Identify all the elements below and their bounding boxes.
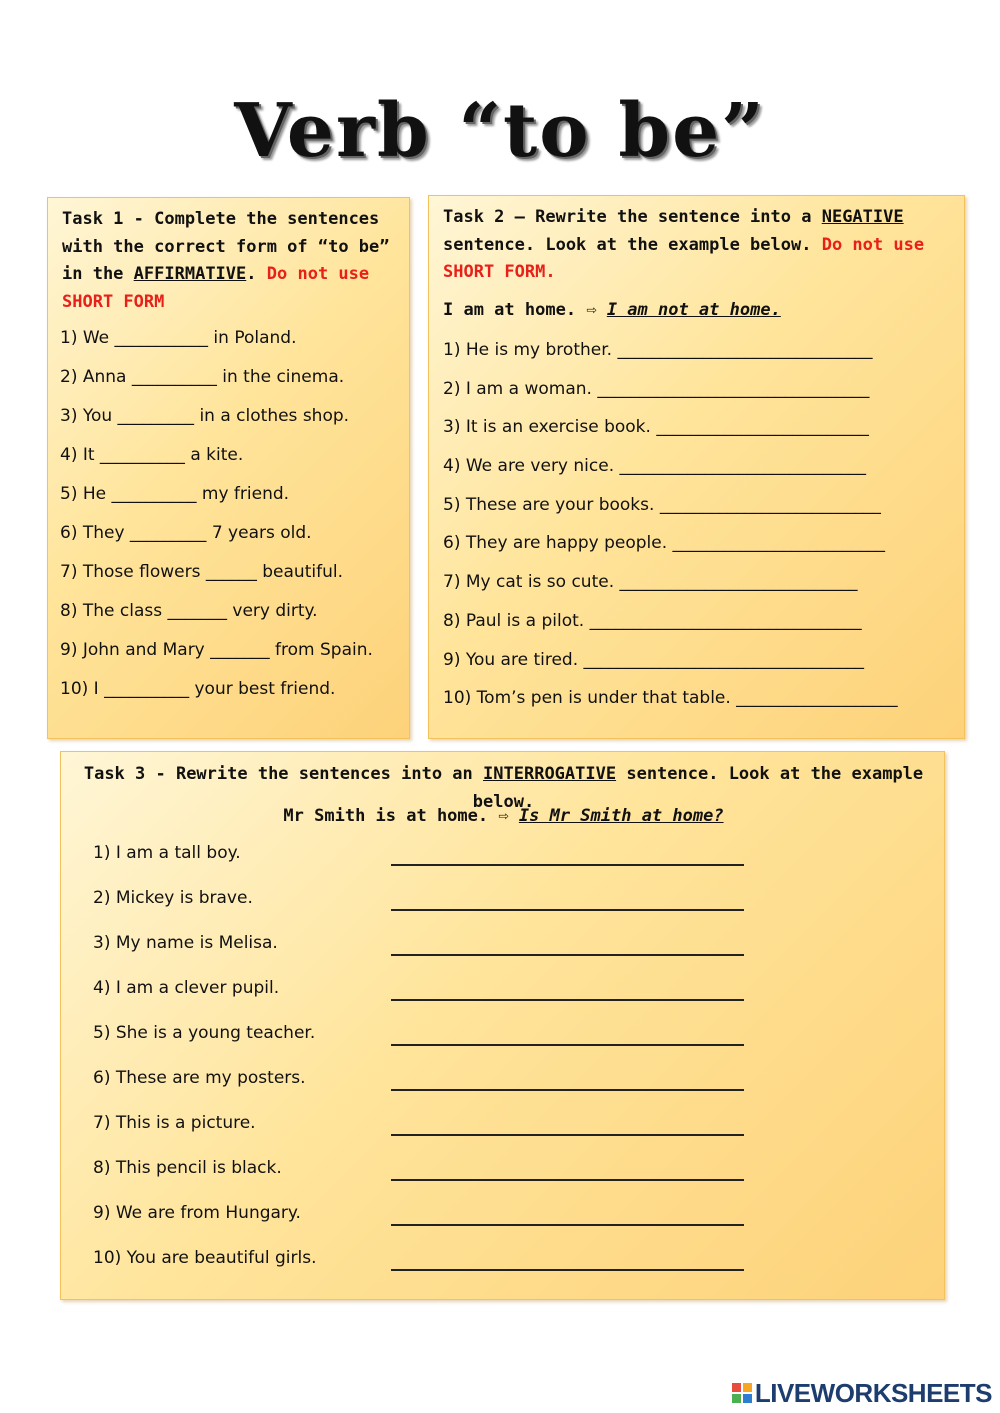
task3-item-text: 3) My name is Melisa. xyxy=(93,933,278,953)
answer-line[interactable] xyxy=(391,864,744,866)
task3-item xyxy=(93,843,743,888)
task2-heading xyxy=(443,204,958,287)
logo-square xyxy=(732,1394,741,1403)
task1-heading-dot: . xyxy=(246,264,257,284)
arrow-right-icon: ⇨ xyxy=(498,806,509,826)
task2-item[interactable]: 5) These are your books. __________________________ xyxy=(443,494,881,515)
task1-item[interactable]: 9) John and Mary _______ from Spain. xyxy=(60,640,373,660)
arrow-right-icon: ⇨ xyxy=(586,300,597,320)
task1-item[interactable]: 3) You _________ in a clothes shop. xyxy=(60,406,350,426)
task2-box xyxy=(428,195,965,739)
answer-line[interactable] xyxy=(391,954,744,956)
task2-example-sentence: I am at home. xyxy=(443,300,577,320)
task2-item[interactable]: 10) Tom’s pen is under that table. ___________________ xyxy=(443,688,898,709)
task3-item xyxy=(93,1113,743,1158)
task2-item[interactable]: 1) He is my brother. ______________________________ xyxy=(443,340,873,360)
task1-keyword: AFFIRMATIVE xyxy=(133,264,247,284)
logo-square xyxy=(743,1394,752,1403)
task2-item[interactable]: 2) I am a woman. ________________________________ xyxy=(443,378,870,399)
task3-item-text: 6) These are my posters. xyxy=(93,1068,306,1088)
task1-item[interactable]: 7) Those flowers ______ beautiful. xyxy=(60,562,343,582)
task1-heading xyxy=(62,206,402,316)
task2-example xyxy=(443,297,958,325)
logo-square xyxy=(732,1383,741,1392)
answer-line[interactable] xyxy=(391,999,744,1001)
logo-square xyxy=(743,1383,752,1392)
task3-item-text: 1) I am a tall boy. xyxy=(93,843,241,863)
task3-item-text: 9) We are from Hungary. xyxy=(93,1203,301,1223)
task2-item[interactable]: 9) You are tired. _________________________________ xyxy=(443,649,865,670)
task2-item[interactable]: 3) It is an exercise book. _________________________ xyxy=(443,417,869,438)
task2-heading-rest: sentence. Look at the example below. xyxy=(443,234,812,255)
task3-example xyxy=(61,803,946,831)
task3-heading-rest: sentence. Look at the example below. xyxy=(472,764,924,812)
task3-item xyxy=(93,1203,743,1248)
worksheet-title: Verb “to be” xyxy=(234,88,766,174)
task3-box xyxy=(60,751,945,1300)
task3-item-text: 8) This pencil is black. xyxy=(93,1158,282,1178)
task2-list xyxy=(443,340,958,727)
task3-example-answer: Is Mr Smith at home? xyxy=(518,806,724,826)
task3-item-text: 5) She is a young teacher. xyxy=(93,1023,316,1043)
task2-item[interactable]: 4) We are very nice. _____________________________ xyxy=(443,456,867,477)
task3-item-text: 2) Mickey is brave. xyxy=(93,888,253,908)
task2-item[interactable]: 8) Paul is a pilot. ________________________________ xyxy=(443,610,862,631)
answer-line[interactable] xyxy=(391,1089,744,1091)
logo-text: LIVEWORKSHEETS xyxy=(754,1377,992,1408)
task1-item[interactable]: 4) It __________ a kite. xyxy=(60,445,244,465)
task3-item-text: 7) This is a picture. xyxy=(93,1113,256,1133)
task2-example-answer: I am not at home. xyxy=(606,300,781,320)
task3-item xyxy=(93,1158,743,1203)
liveworksheets-logo[interactable] xyxy=(732,1378,992,1408)
answer-line[interactable] xyxy=(391,1224,744,1226)
task1-box xyxy=(47,197,410,739)
task3-example-sentence: Mr Smith is at home. xyxy=(283,806,489,826)
task3-item-text: 10) You are beautiful girls. xyxy=(93,1248,317,1268)
task2-item[interactable]: 6) They are happy people. _________________________ xyxy=(443,533,885,554)
task2-heading-text: Task 2 – Rewrite the sentence into a xyxy=(443,207,812,227)
task3-keyword: INTERROGATIVE xyxy=(483,764,617,784)
task3-item xyxy=(93,933,743,978)
task1-item[interactable]: 8) The class _______ very dirty. xyxy=(60,601,318,621)
task1-item[interactable]: 2) Anna __________ in the cinema. xyxy=(60,367,345,387)
answer-line[interactable] xyxy=(391,909,744,911)
task2-warning: Do not use SHORT FORM. xyxy=(443,234,925,282)
task1-item[interactable]: 6) They _________ 7 years old. xyxy=(60,523,312,543)
answer-line[interactable] xyxy=(391,1269,744,1271)
task3-item xyxy=(93,1068,743,1113)
task3-list xyxy=(93,843,743,1293)
task1-heading-text: Task 1 - Complete the sentences with the correct form of “to be” in the xyxy=(62,209,390,284)
task1-item[interactable]: 10) I __________ your best friend. xyxy=(60,679,336,699)
task3-item xyxy=(93,1023,743,1068)
task3-item-text: 4) I am a clever pupil. xyxy=(93,978,280,998)
task2-keyword: NEGATIVE xyxy=(821,207,904,227)
task1-warning: Do not use SHORT FORM xyxy=(62,264,370,312)
task1-list xyxy=(60,328,405,718)
task3-item xyxy=(93,1248,743,1293)
logo-icon xyxy=(732,1383,752,1403)
task3-item xyxy=(93,888,743,933)
answer-line[interactable] xyxy=(391,1044,744,1046)
task3-item xyxy=(93,978,743,1023)
task1-item[interactable]: 5) He __________ my friend. xyxy=(60,484,290,504)
answer-line[interactable] xyxy=(391,1179,744,1181)
task3-heading-text: Task 3 - Rewrite the sentences into an xyxy=(83,764,473,784)
answer-line[interactable] xyxy=(391,1134,744,1136)
task2-item[interactable]: 7) My cat is so cute. ____________________________ xyxy=(443,572,858,593)
task1-item[interactable]: 1) We ___________ in Poland. xyxy=(60,328,297,348)
